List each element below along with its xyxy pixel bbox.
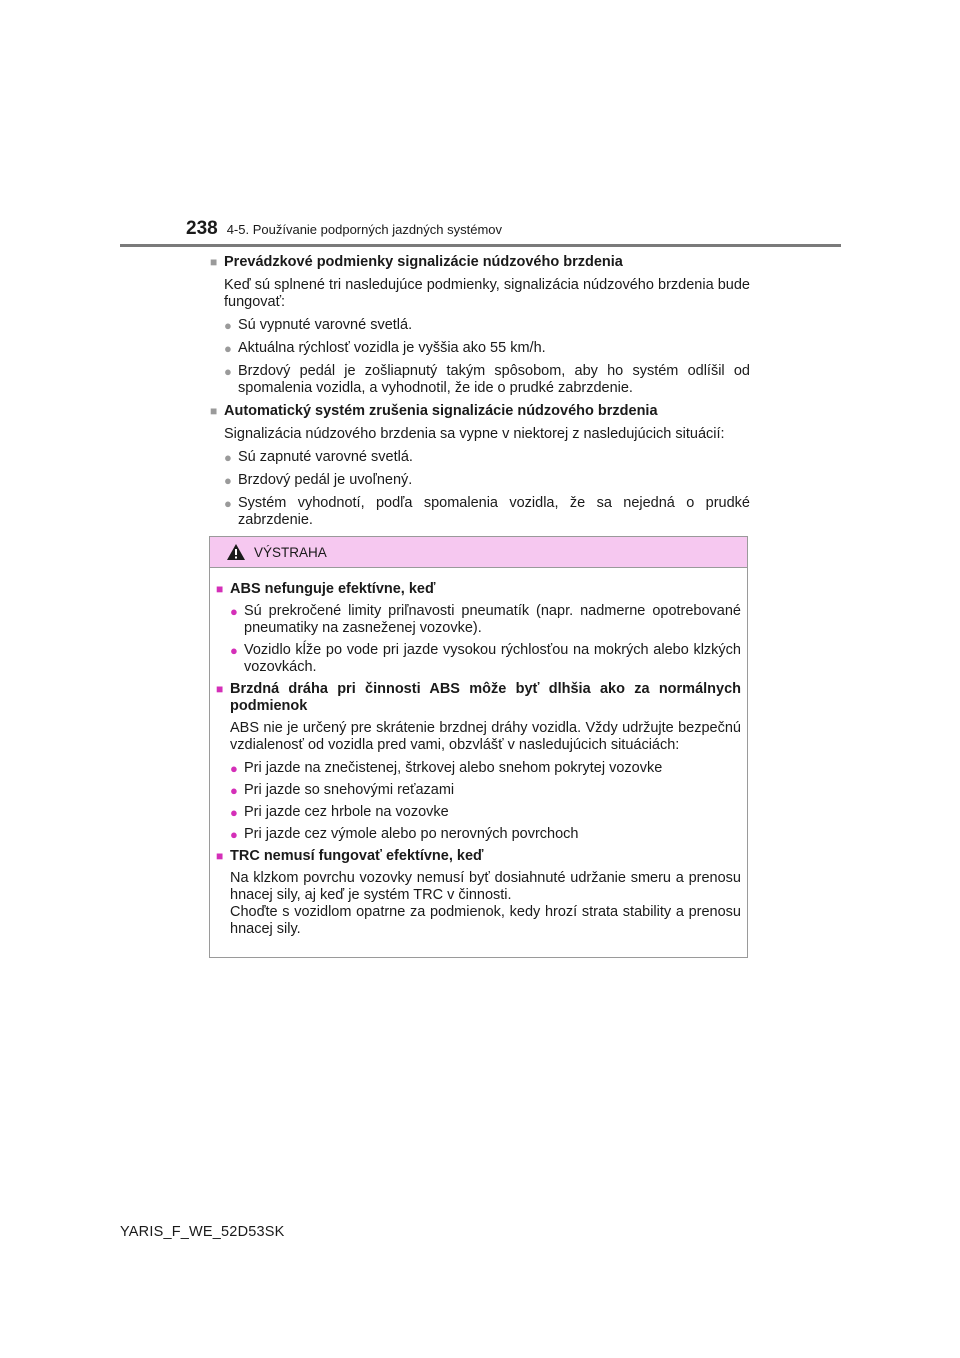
list-item: ● Vozidlo kĺže po vode pri jazde vysokou rýchlosťou na mokrých alebo klzkých vozovkách. — [230, 642, 741, 675]
page-header — [186, 218, 502, 242]
circle-bullet-icon: ● — [230, 643, 238, 658]
square-bullet-icon: ■ — [216, 582, 224, 596]
list-item: ● Aktuálna rýchlosť vozidla je vyššia ako 55 km/h. — [224, 340, 546, 356]
circle-bullet-icon: ● — [224, 341, 232, 356]
header-divider — [120, 244, 841, 247]
circle-bullet-icon: ● — [224, 318, 232, 333]
square-bullet-icon: ■ — [216, 849, 224, 863]
circle-bullet-icon: ● — [230, 827, 238, 842]
section-title: 4-5. Používanie podporných jazdných systémov — [226, 222, 503, 237]
circle-bullet-icon: ● — [224, 364, 232, 379]
list-item: ● Pri jazde na znečistenej, štrkovej alebo snehom pokrytej vozovke — [230, 760, 663, 776]
section-intro: Keď sú splnené tri nasledujúce podmienky, signalizácia núdzového brzdenia bude fungovať: — [224, 277, 750, 310]
circle-bullet-icon: ● — [224, 496, 232, 511]
circle-bullet-icon: ● — [230, 783, 238, 798]
circle-bullet-icon: ● — [230, 604, 238, 619]
document-code: YARIS_F_WE_52D53SK — [120, 1224, 285, 1240]
warning-section-intro: ABS nie je určený pre skrátenie brzdnej dráhy vozidla. Vždy udržujte bezpečnú vzdialenosť od vozidla pred vami, obzvlášť v nasledujúcich situáciách: — [230, 720, 741, 753]
square-bullet-icon: ■ — [210, 255, 218, 269]
list-item: ● Pri jazde cez hrbole na vozovke — [230, 804, 449, 820]
warning-paragraph: Na klzkom povrchu vozovky nemusí byť dosiahnuté udržanie smeru a prenosu hnacej sily, aj keď je systém TRC v činnosti. — [230, 870, 741, 903]
warning-paragraph: Choďte s vozidlom opatrne za podmienok, kedy hrozí strata stability a prenosu hnacej sily. — [230, 904, 741, 937]
circle-bullet-icon: ● — [224, 450, 232, 465]
circle-bullet-icon: ● — [230, 805, 238, 820]
warning-header — [210, 537, 747, 568]
page-number: 238 — [186, 218, 218, 239]
list-item: ● Sú zapnuté varovné svetlá. — [224, 449, 413, 465]
list-item: ● Systém vyhodnotí, podľa spomalenia vozidla, že sa nejedná o prudké zabrzdenie. — [224, 495, 750, 528]
list-item: ● Sú prekročené limity priľnavosti pneumatík (napr. nadmerne opotrebované pneumatiky na zasneženej vozovke). — [230, 603, 741, 636]
warning-section-heading: ■ ABS nefunguje efektívne, keď — [216, 581, 436, 597]
warning-section-heading: ■ Brzdná dráha pri činnosti ABS môže byť dlhšia ako za normálnych podmienok — [216, 681, 741, 714]
list-item: ● Pri jazde cez výmole alebo po nerovných povrchoch — [230, 826, 579, 842]
warning-section-heading: ■ TRC nemusí fungovať efektívne, keď — [216, 848, 484, 864]
list-item: ● Pri jazde so snehovými reťazami — [230, 782, 455, 798]
square-bullet-icon: ■ — [210, 404, 218, 418]
warning-box — [209, 536, 748, 958]
warning-body — [210, 568, 747, 938]
circle-bullet-icon: ● — [224, 473, 232, 488]
section-heading: ■ Automatický systém zrušenia signalizácie núdzového brzdenia — [210, 403, 658, 419]
main-content — [210, 254, 750, 535]
list-item: ● Sú vypnuté varovné svetlá. — [224, 317, 413, 333]
section-heading: ■ Prevádzkové podmienky signalizácie núdzového brzdenia — [210, 254, 623, 270]
list-item: ● Brzdový pedál je zošliapnutý takým spôsobom, aby ho systém odlíšil od spomalenia vozidla, a vyhodnotil, že ide o prudké zabrzdenie. — [224, 363, 750, 396]
list-item: ● Brzdový pedál je uvoľnený. — [224, 472, 413, 488]
section-intro: Signalizácia núdzového brzdenia sa vypne v niektorej z nasledujúcich situácií: — [224, 426, 725, 442]
square-bullet-icon: ■ — [216, 682, 224, 696]
warning-title: VÝSTRAHA — [254, 544, 327, 560]
circle-bullet-icon: ● — [230, 761, 238, 776]
warning-triangle-icon — [226, 543, 246, 561]
